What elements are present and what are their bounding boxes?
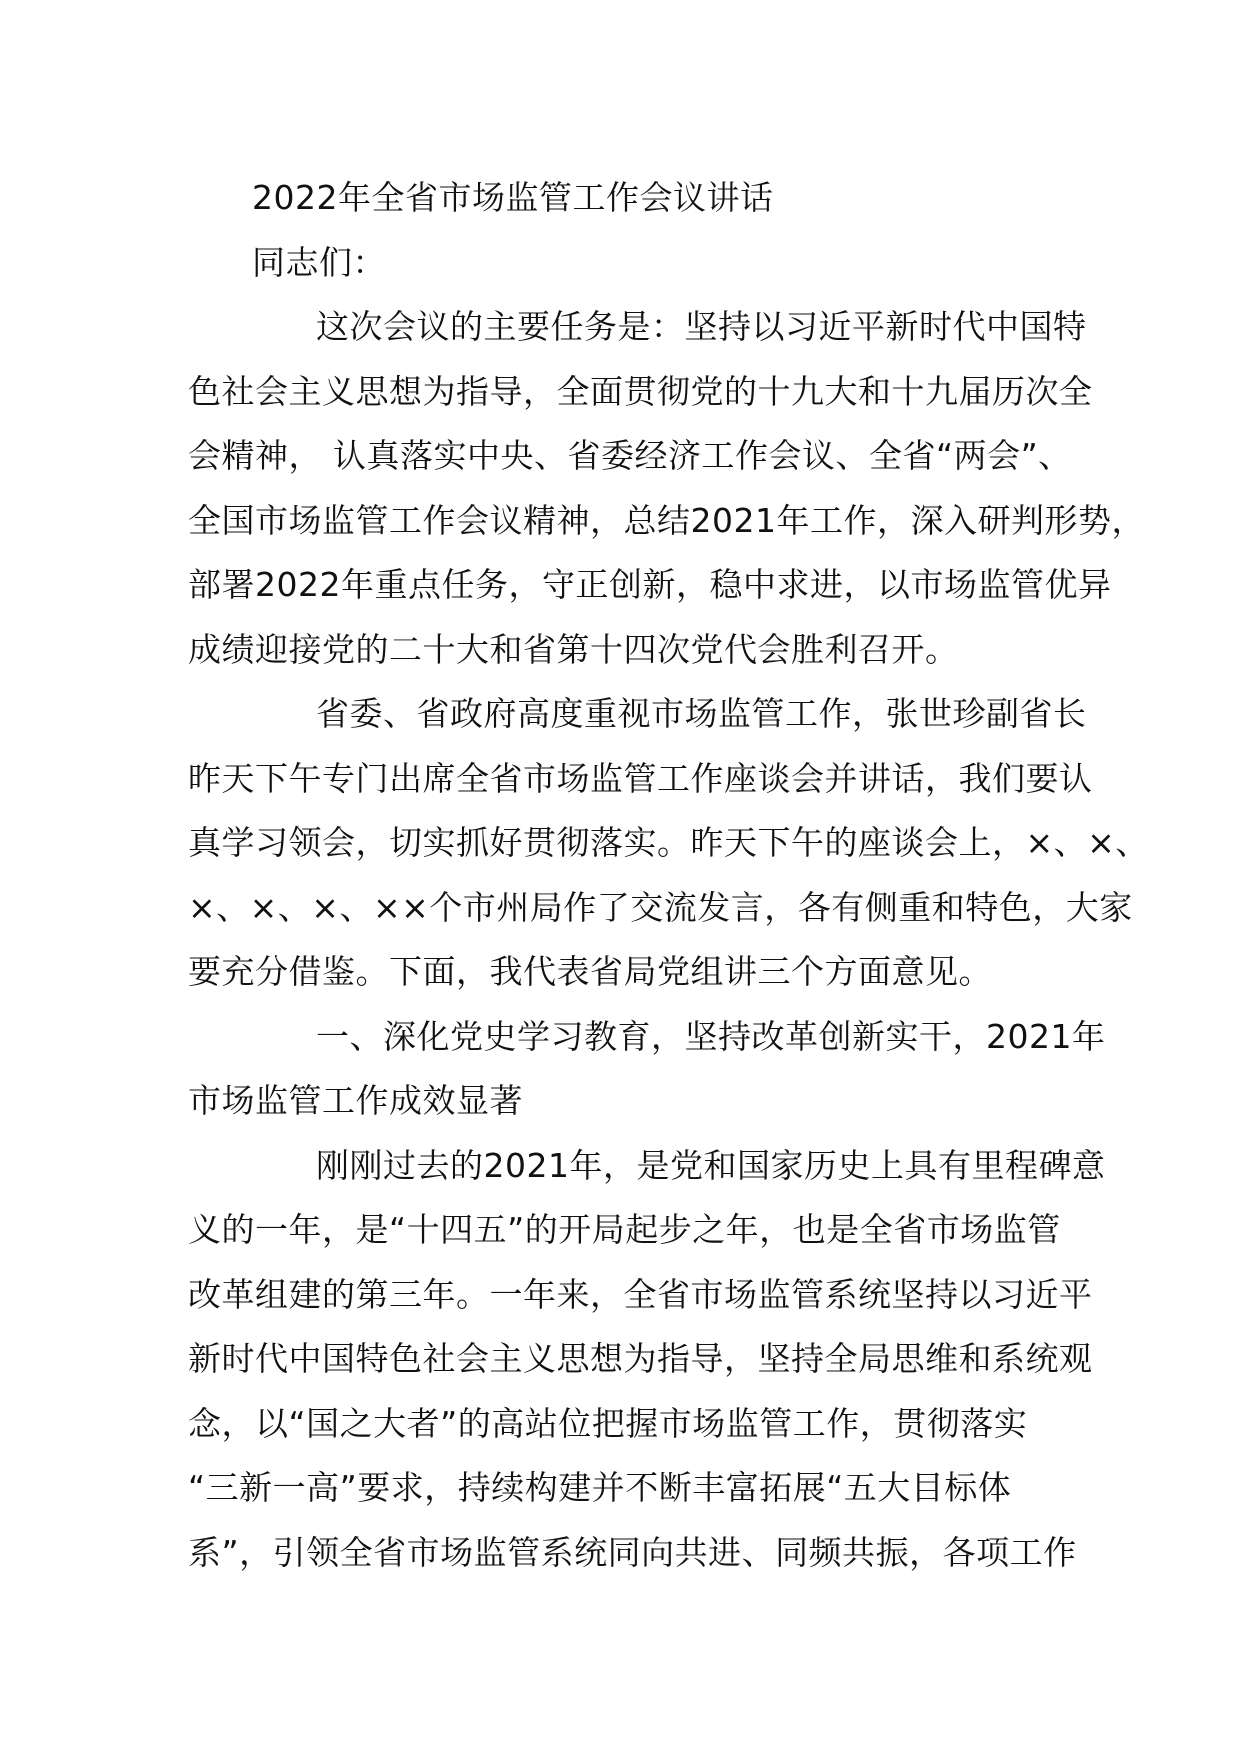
paragraph-line: ×、×、×、××个市州局作了交流发言，各有侧重和特色，大家 (188, 887, 1133, 927)
paragraph-line: 成绩迎接党的二十大和省第十四次党代会胜利召开。 (188, 629, 959, 669)
paragraph-line: 义的一年，是“十四五”的开局起步之年，也是全省市场监管 (188, 1210, 1061, 1249)
paragraph-line: 要充分借鉴。下面，我代表省局党组讲三个方面意见。 (188, 952, 992, 991)
paragraph-line: 新时代中国特色社会主义思想为指导，坚持全局思维和系统观 (188, 1339, 1093, 1378)
paragraph-line: 部署2022年重点任务，守正创新，稳中求进，以市场监管优异 (188, 565, 1112, 604)
paragraph-line: “三新一高”要求，持续构建并不断丰富拓展“五大目标体 (188, 1468, 1012, 1507)
paragraph-line: 色社会主义思想为指导，全面贯彻党的十九大和十九届历次全 (188, 371, 1093, 411)
salutation: 同志们： (252, 242, 386, 282)
paragraph-line: 刚刚过去的2021年，是党和国家历史上具有里程碑意 (316, 1145, 1106, 1185)
paragraph-line: 这次会议的主要任务是：坚持以习近平新时代中国特 (316, 307, 1087, 346)
section-heading-line: 一、深化党史学习教育，坚持改革创新实干，2021年 (316, 1016, 1106, 1056)
paragraph-line: 念，以“国之大者”的高站位把握市场监管工作，贯彻落实 (188, 1403, 1028, 1443)
paragraph-line: 会精神， 认真落实中央、省委经济工作会议、全省“两会”、 (188, 436, 1072, 475)
paragraph-line: 改革组建的第三年。一年来，全省市场监管系统坚持以习近平 (188, 1274, 1093, 1314)
paragraph-line: 省委、省政府高度重视市场监管工作，张世珍副省长 (316, 694, 1087, 733)
document-body (188, 166, 1149, 1585)
section-heading-line: 市场监管工作成效显著 (188, 1081, 523, 1120)
paragraph-line: 系”，引领全省市场监管系统同向共进、同频共振，各项工作 (188, 1532, 1077, 1572)
document-title: 2022年全省市场监管工作会议讲话 (252, 178, 774, 217)
paragraph-line: 全国市场监管工作会议精神，总结2021年工作，深入研判形势， (188, 500, 1145, 540)
paragraph-line: 昨天下午专门出席全省市场监管工作座谈会并讲话，我们要认 (188, 758, 1093, 798)
paragraph-line: 真学习领会，切实抓好贯彻落实。昨天下午的座谈会上，×、×、 (188, 823, 1149, 862)
